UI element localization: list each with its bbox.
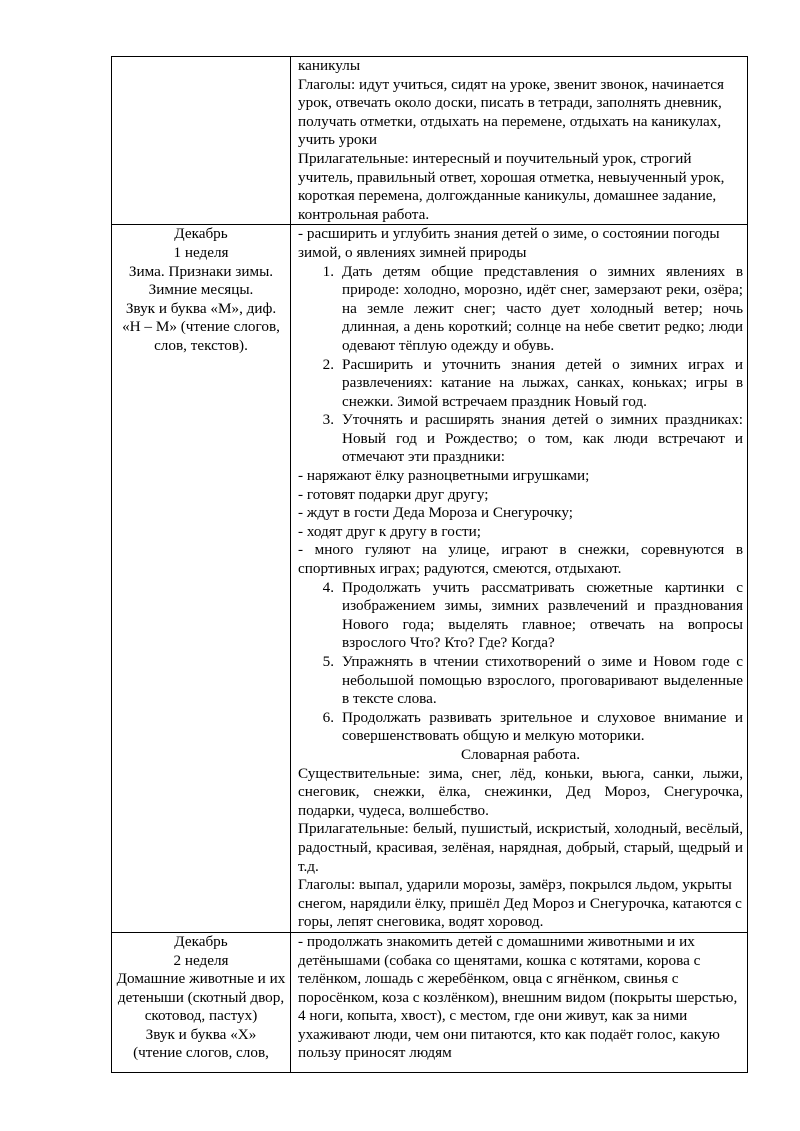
list-text: Упражнять в чтении стихотворений о зиме и Новом годе с небольшой помощью взрослого, проговаривают выделенные в тексте слова. — [342, 653, 743, 708]
list-text: Продолжать развивать зрительное и слуховое внимание и совершенствовать общую и мелкую моторики. — [342, 708, 743, 745]
list-item — [298, 579, 743, 653]
list-number: 6. — [322, 708, 334, 726]
adjectives-paragraph: Прилагательные: интересный и поучительный урок, строгий учитель, правильный ответ, хорошая отметка, невыученный урок, короткая перемена, долгожданные каникулы, домашнее задание, контрольная работа. — [298, 149, 725, 223]
verbs-paragraph: Глаголы: идут учиться, сидят на уроке, звенит звонок, начинается урок, отвечать около доски, писать в тетради, заполнять дневник, получать отметки, отдыхать на перемене, отдыхать на каникулах, учить уроки — [298, 75, 724, 149]
list-text: Уточнять и расширять знания детей о зимних праздниках: Новый год и Рождество; о том, как люди встречают и отмечают эти праздники: — [342, 411, 743, 466]
topic-title: Домашние животные и их детеныши (скотный двор, скотовод, пастух) — [116, 970, 286, 1025]
list-item — [298, 653, 743, 709]
list-number: 4. — [322, 578, 334, 596]
dash-item: - готовят подарки друг другу; — [298, 485, 489, 503]
week-topic-cell — [112, 225, 291, 933]
table-row — [112, 225, 748, 933]
goal-intro: - расширить и углубить знания детей о зиме, о состоянии погоды зимой, о явлениях зимней природы — [298, 225, 720, 261]
month-label: Декабрь — [174, 932, 228, 950]
adjectives-paragraph: Прилагательные: белый, пушистый, искристый, холодный, весёлый, радостный, красивая, зелёная, нарядная, добрый, старый, щедрый и т.д. — [298, 820, 743, 875]
dash-item: - ходят друг к другу в гости; — [298, 522, 481, 540]
goals-cell — [291, 225, 748, 933]
week-label: 2 неделя — [173, 951, 229, 969]
list-number: 2. — [322, 355, 334, 373]
verbs-paragraph: Глаголы: выпал, ударили морозы, замёрз, покрылся льдом, укрыты снегом, нарядили ёлку, пришёл Дед Мороз и Снегурочка, катаются с горы, лепят снеговика, водят хоровод. — [298, 876, 742, 931]
letter-topic: Звук и буква «Х» — [145, 1025, 257, 1043]
list-number: 3. — [322, 411, 334, 429]
goals-cell — [291, 57, 748, 225]
list-item — [298, 709, 743, 746]
table-row — [112, 57, 748, 225]
list-item — [298, 263, 743, 356]
lesson-plan-table — [111, 56, 748, 1073]
dash-item: - ждут в гости Деда Мороза и Снегурочку; — [298, 504, 573, 522]
week-topic-cell — [112, 57, 291, 225]
plan-table-container — [111, 56, 747, 1073]
topic-title: Зима. Признаки зимы. Зимние месяцы. — [128, 262, 274, 299]
list-text: Дать детям общие представления о зимних явлениях в природе: холодно, морозно, идёт снег, замерзают реки, озёра; на земле лежит снег; часто дует холодный ветер; ночь длинная, а день короткий; солнце на небе светит редко; люди одевают тёплую одежду и обувь. — [342, 262, 743, 354]
goals-cell — [291, 932, 748, 1072]
nouns-paragraph: Существительные: зима, снег, лёд, коньки, вьюга, санки, лыжи, снеговик, снежки, ёлка, снежинки, Дед Мороз, Снегурочка, подарки, чудеса, волшебство. — [298, 764, 743, 819]
list-text: Продолжать учить рассматривать сюжетные картинки с изображением зимы, зимних развлечений и празднования Нового года; выделять главное; отвечать на вопросы взрослого Что? Кто? Где? Когда? — [342, 578, 743, 652]
month-label: Декабрь — [174, 225, 228, 243]
list-item — [298, 411, 743, 467]
week-label: 1 неделя — [173, 243, 229, 261]
dash-item: - много гуляют на улице, играют в снежки, соревнуются в спортивных играх; радуются, смеются, отдыхают. — [298, 541, 743, 578]
goal-intro: - продолжать знакомить детей с домашними животными и их детёнышами (собака со щенятами, кошка с котятами, корова с телёнком, лошадь с жеребёнком, овца с ягнёнком, свинья с поросёнком, коза с козлёнком), внешним видом (покрыты шерстью, 4 ноги, копыта, хвост), с местом, где они живут, как за ними ухаживают люди, чем они питаются, кто как подаёт голос, какую пользу приносят людям — [298, 932, 738, 1062]
week-topic-cell — [112, 932, 291, 1072]
letter-topic-cont: (чтение слогов, слов, — [133, 1044, 269, 1062]
list-number: 1. — [322, 262, 334, 280]
list-number: 5. — [322, 653, 334, 670]
text-line: каникулы — [298, 57, 361, 74]
table-row — [112, 932, 748, 1072]
list-item — [298, 356, 743, 412]
vocab-heading: Словарная работа. — [460, 745, 581, 763]
dash-item: - наряжают ёлку разноцветными игрушками; — [298, 467, 590, 485]
list-text: Расширить и уточнить знания детей о зимних играх и развлечениях: катание на лыжах, санках, коньках; игры в снежки. Зимой встречаем праздник Новый год. — [342, 355, 743, 410]
letter-topic: Звук и буква «М», диф. «Н – М» (чтение слогов, слов, текстов). — [122, 299, 280, 354]
